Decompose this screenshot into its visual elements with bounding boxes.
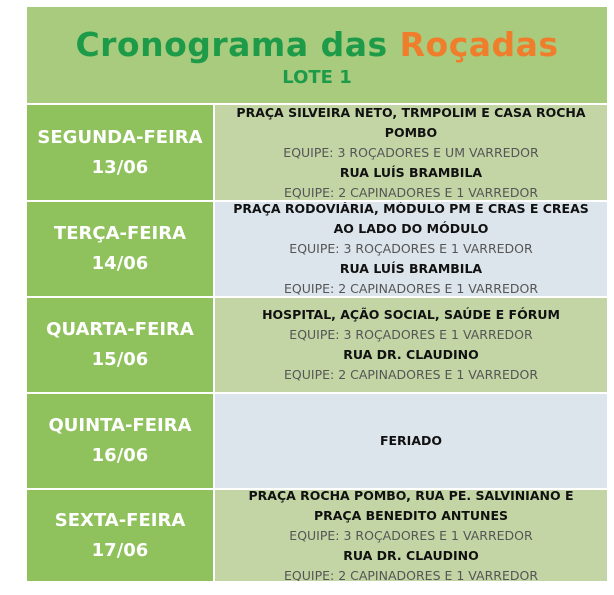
day-cell	[27, 394, 213, 488]
day-date: 13/06	[91, 156, 149, 178]
tasks-cell	[215, 105, 607, 200]
day-name: SEXTA-FEIRA	[54, 509, 186, 531]
day-name: TERÇA-FEIRA	[53, 223, 187, 244]
day-cell	[27, 490, 213, 581]
day-date: 16/06	[91, 445, 149, 466]
team-text: EQUIPE: 3 ROÇADORES E 1 VARREDOR	[289, 241, 533, 256]
location-text: PRAÇA ROCHA POMBO, RUA PE. SALVINIANO E PRAÇA BENEDITO ANTUNES	[248, 490, 574, 523]
day-cell	[27, 202, 213, 296]
team-text: EQUIPE: 3 ROÇADORES E 1 VARREDOR	[289, 527, 533, 543]
day-name: QUARTA-FEIRA	[46, 319, 194, 340]
location-text: PRAÇA RODOVIÁRIA, MÓDULO PM E CRAS E CREAS AO LADO DO MÓDULO	[233, 202, 589, 236]
location-text: HOSPITAL, AÇÃO SOCIAL, SAÚDE E FÓRUM	[262, 307, 560, 322]
tasks-cell	[215, 490, 607, 581]
team-text: EQUIPE: 2 CAPINADORES E 1 VARREDOR	[284, 367, 538, 382]
day-cell	[27, 105, 213, 200]
schedule-row-tuesday	[27, 202, 607, 296]
day-name: SEGUNDA-FEIRA	[37, 126, 203, 148]
tasks-cell	[215, 394, 607, 488]
location-text: RUA DR. CLAUDINO	[343, 347, 479, 362]
location-text: RUA LUÍS BRAMBILA	[339, 261, 483, 276]
team-text: EQUIPE: 3 ROÇADORES E UM VARREDOR	[283, 144, 539, 160]
schedule-card	[27, 7, 607, 581]
page-title	[27, 25, 607, 64]
holiday-text: FERIADO	[379, 433, 443, 448]
schedule-row-monday	[27, 105, 607, 200]
tasks-cell	[215, 202, 607, 296]
location-text: PRAÇA SILVEIRA NETO, TRMPOLIM E CASA ROCHA POMBO	[236, 105, 586, 140]
day-date: 15/06	[91, 349, 149, 370]
schedule-row-wednesday	[27, 298, 607, 392]
title-part-1: Cronograma das	[75, 25, 400, 64]
day-date: 14/06	[91, 253, 149, 274]
team-text: EQUIPE: 2 CAPINADORES E 1 VARREDOR	[284, 184, 538, 200]
location-text: RUA DR. CLAUDINO	[343, 547, 479, 563]
schedule-header	[27, 7, 607, 103]
day-date: 17/06	[91, 539, 149, 561]
schedule-row-friday	[27, 490, 607, 581]
day-name: QUINTA-FEIRA	[48, 415, 192, 436]
tasks-cell	[215, 298, 607, 392]
day-cell	[27, 298, 213, 392]
page-subtitle: LOTE 1	[282, 67, 352, 88]
title-part-2: Roçadas	[399, 25, 559, 64]
schedule-row-thursday	[27, 394, 607, 488]
location-text: RUA LUÍS BRAMBILA	[339, 164, 483, 180]
team-text: EQUIPE: 2 CAPINADORES E 1 VARREDOR	[284, 567, 538, 581]
team-text: EQUIPE: 3 ROÇADORES E 1 VARREDOR	[289, 327, 533, 342]
team-text: EQUIPE: 2 CAPINADORES E 1 VARREDOR	[284, 281, 538, 296]
